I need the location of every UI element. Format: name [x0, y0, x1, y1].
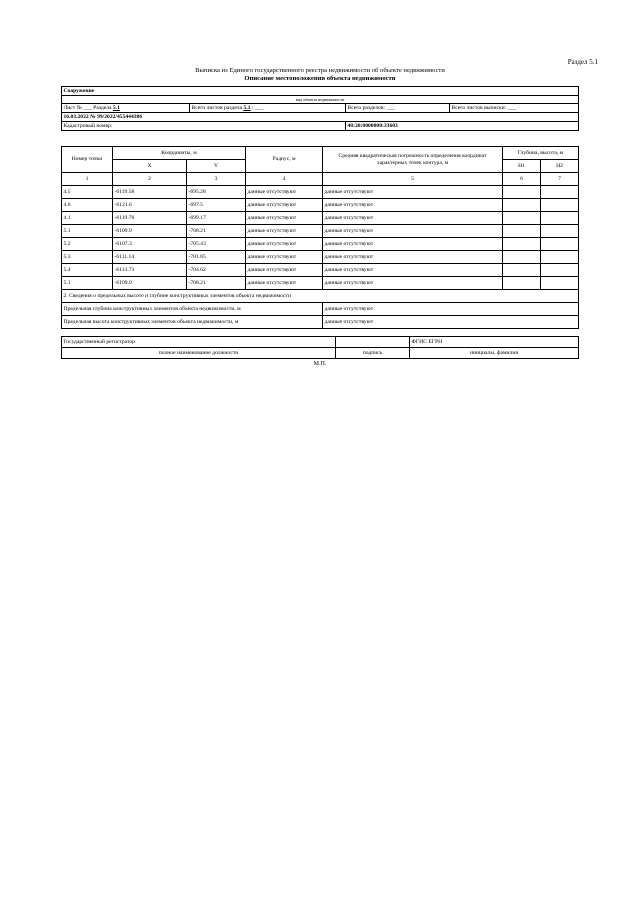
sheet-label: Лист №	[63, 104, 82, 111]
table-row	[62, 186, 579, 199]
point-number: 5.2	[62, 238, 113, 251]
col-coords-header: Координаты, м	[113, 147, 246, 160]
coord-y: -708.21	[187, 225, 246, 238]
object-type-value: Сооружение	[62, 87, 579, 96]
h2	[541, 199, 579, 212]
point-number: 4.5	[62, 186, 113, 199]
coord-y: -697.5	[187, 199, 246, 212]
error: данные отсутствуют	[323, 199, 503, 212]
col-h1-header: H1	[503, 160, 541, 173]
column-number: 3	[187, 173, 246, 186]
coord-y: -695.28	[187, 186, 246, 199]
table-row	[62, 277, 579, 290]
h2	[541, 212, 579, 225]
h1	[503, 225, 541, 238]
object-type-caption: вид объекта недвижимости	[62, 96, 579, 104]
total-sheets-extract-blank: ___	[507, 104, 517, 111]
coord-x: -6119.58	[113, 186, 187, 199]
radius: данные отсутствуют	[246, 277, 323, 290]
radius: данные отсутствуют	[246, 225, 323, 238]
total-sections-label: Всего разделов:	[347, 104, 386, 111]
total-sheets-section-label: Всего листов раздела	[191, 104, 243, 111]
column-number: 4	[246, 173, 323, 186]
h1	[503, 277, 541, 290]
table-row	[62, 238, 579, 251]
section-of-value: 5.1	[112, 104, 120, 111]
column-numbers-row	[62, 173, 579, 186]
limit-depth-label: Предельная глубина конструктивных элементов объекта недвижимости, м	[62, 303, 323, 316]
h2	[541, 277, 579, 290]
column-number: 5	[323, 173, 503, 186]
h1	[503, 251, 541, 264]
sheet-blank: ___	[83, 104, 92, 111]
signature-table	[61, 336, 579, 359]
total-sections-blank: ___	[386, 104, 395, 111]
date-number: 16.03.2022 № 99/2022/455444386	[62, 113, 579, 122]
column-number: 2	[113, 173, 187, 186]
coord-y: -701.85	[187, 251, 246, 264]
h2	[541, 238, 579, 251]
h1	[503, 199, 541, 212]
radius: данные отсутствуют	[246, 251, 323, 264]
cadastral-value: 48:20:0000000:33603	[346, 122, 579, 131]
table-row	[62, 199, 579, 212]
column-number: 7	[541, 173, 579, 186]
table-row	[62, 225, 579, 238]
section-of-label: Раздела	[93, 104, 112, 111]
coord-y: -708.21	[187, 277, 246, 290]
total-sheets-section-sep: :	[251, 104, 254, 111]
point-number: 5.4	[62, 264, 113, 277]
coord-y: -705.43	[187, 238, 246, 251]
error: данные отсутствуют	[323, 225, 503, 238]
document-title: Выписка из Единого государственного реестра недвижимости об объекте недвижимости	[195, 67, 445, 74]
coordinates-table	[61, 146, 579, 329]
limits-heading: 2. Сведения о предельных высоте и глубине конструктивных элементов объекта недвижимости	[62, 290, 579, 303]
error: данные отсутствуют	[323, 251, 503, 264]
h2	[541, 251, 579, 264]
col-radius-header: Радиус, м	[246, 147, 323, 173]
error: данные отсутствуют	[323, 186, 503, 199]
col-y-header: Y	[187, 160, 246, 173]
coord-x: -6107.3	[113, 238, 187, 251]
coord-x: -6109.9	[113, 225, 187, 238]
col-error-header: Средняя квадратическая погрешность определения координат характерных точек контура, м	[323, 147, 503, 173]
h2	[541, 186, 579, 199]
radius: данные отсутствуют	[246, 264, 323, 277]
h1	[503, 186, 541, 199]
point-number: 5.1	[62, 277, 113, 290]
limit-height-value: данные отсутствуют	[323, 316, 579, 329]
point-number: 5.1	[62, 225, 113, 238]
coord-x: -6113.73	[113, 264, 187, 277]
radius: данные отсутствуют	[246, 212, 323, 225]
coord-x: -6121.6	[113, 199, 187, 212]
coord-x: -6119.76	[113, 212, 187, 225]
signature-caption: подпись	[336, 348, 410, 359]
radius: данные отсутствуют	[246, 238, 323, 251]
table-row	[62, 251, 579, 264]
radius: данные отсутствуют	[246, 186, 323, 199]
total-sheets-extract-cell	[450, 104, 579, 113]
coord-y: -704.62	[187, 264, 246, 277]
radius: данные отсутствуют	[246, 199, 323, 212]
name-caption: инициалы, фамилия	[410, 348, 579, 359]
total-sheets-extract-label: Всего листов выписки:	[451, 104, 507, 111]
col-x-header: X	[113, 160, 187, 173]
error: данные отсутствуют	[323, 264, 503, 277]
registrar-name: ФГИС ЕГРН	[410, 337, 579, 348]
h2	[541, 225, 579, 238]
total-sheets-section-value: 5.1	[243, 104, 251, 111]
registrar-position: Государственный регистратор	[62, 337, 336, 348]
h1	[503, 212, 541, 225]
table-row	[62, 212, 579, 225]
column-number: 6	[503, 173, 541, 186]
col-point-header: Номер точки	[62, 147, 113, 173]
h1	[503, 238, 541, 251]
total-sheets-section-blank: ___	[254, 104, 264, 111]
point-number: 4.1	[62, 212, 113, 225]
cadastral-label: Кадастровый номер:	[62, 122, 346, 131]
position-caption: полное наименование должности	[62, 348, 336, 359]
column-number: 1	[62, 173, 113, 186]
signature-cell	[336, 337, 410, 348]
h1	[503, 264, 541, 277]
point-number: 4.6	[62, 199, 113, 212]
total-sheets-section-cell	[190, 104, 346, 113]
error: данные отсутствуют	[323, 277, 503, 290]
limit-height-label: Предельная высота конструктивных элементов объекта недвижимости, м	[62, 316, 323, 329]
section-label: Раздел 5.1	[567, 58, 598, 66]
error: данные отсутствуют	[323, 238, 503, 251]
total-sections-cell	[346, 104, 450, 113]
error: данные отсутствуют	[323, 212, 503, 225]
limit-depth-value: данные отсутствуют	[323, 303, 579, 316]
coord-y: -699.17	[187, 212, 246, 225]
stamp-label: М.П.	[313, 361, 327, 367]
coord-x: -6111.14	[113, 251, 187, 264]
point-number: 5.3	[62, 251, 113, 264]
object-header-table	[61, 86, 579, 131]
sheet-number-cell	[62, 104, 190, 113]
col-h2-header: H2	[541, 160, 579, 173]
h2	[541, 264, 579, 277]
table-row	[62, 264, 579, 277]
document-subtitle: Описание местоположения объекта недвижимости	[244, 75, 396, 82]
coord-x: -6109.9	[113, 277, 187, 290]
col-depth-header: Глубина, высота, м	[503, 147, 579, 160]
